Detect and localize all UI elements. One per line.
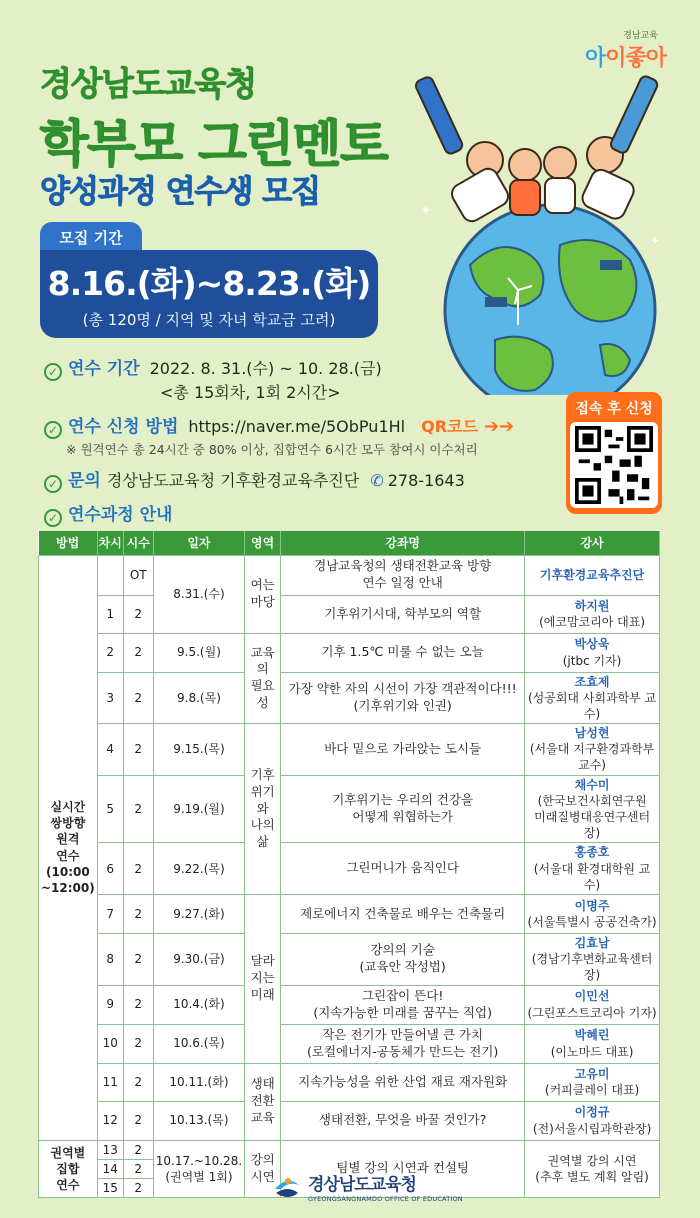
- training-period-value: 2022. 8. 31.(수) ~ 10. 28.(금): [149, 359, 382, 378]
- check-icon: ✓: [44, 363, 62, 381]
- hours-cell: 2: [123, 1178, 153, 1197]
- lecturer-affiliation: (한국보건사회연구원 미래질병대응연구센터장): [534, 793, 651, 841]
- contact-label: 문의: [68, 471, 101, 491]
- svg-text:✦: ✦: [420, 203, 432, 219]
- hours-cell: 2: [123, 843, 153, 895]
- course-table: [38, 531, 660, 1198]
- date-cell: 10.4.(화): [153, 985, 244, 1024]
- lecturer-cell: [525, 1063, 660, 1101]
- contact-value: 경상남도교육청 기후환경교육추진단: [106, 471, 360, 490]
- area-cell: 달라 지는 미래: [245, 894, 281, 1063]
- session-cell: 9: [97, 985, 123, 1024]
- course-title-cell: 작은 전기가 만들어낼 큰 가치 (로컬에너지-공동체가 만드는 전기): [281, 1024, 525, 1063]
- lecturer-name: 홍종호: [574, 845, 610, 860]
- lecturer-affiliation: (이노마드 대표): [550, 1044, 634, 1059]
- area-cell: 교육의 필요성: [245, 633, 281, 724]
- lecturer-affiliation: (서울대 지구환경과학부 교수): [529, 742, 655, 773]
- table-row: [39, 724, 660, 776]
- training-period-label: 연수 기간: [68, 359, 140, 379]
- lecturer-affiliation: (서울특별시 공공건축가): [527, 914, 657, 929]
- header-hours: 시수: [123, 531, 153, 555]
- course-title-cell: 제로에너지 건축물로 배우는 건축물리: [281, 894, 525, 933]
- lecturer-cell: [525, 985, 660, 1024]
- course-title-cell: 강의의 기술 (교육안 작성법): [281, 933, 525, 985]
- arrow-icon: ➔➔: [483, 416, 515, 437]
- session-cell: 13: [97, 1140, 123, 1159]
- hours-cell: 2: [123, 595, 153, 633]
- table-row: [39, 985, 660, 1024]
- hours-cell: 2: [123, 894, 153, 933]
- svg-text:✦: ✦: [650, 234, 661, 248]
- hours-cell: 2: [123, 775, 153, 843]
- lecturer-affiliation: (커피클레이 대표): [544, 1083, 640, 1097]
- table-row: [39, 1140, 660, 1159]
- session-cell: 1: [97, 595, 123, 633]
- lecturer-cell: [525, 724, 660, 776]
- contact-row: [44, 466, 465, 493]
- table-header-row: [39, 531, 660, 555]
- lecturer-name: 이민선: [574, 989, 610, 1004]
- date-cell: 9.30.(금): [153, 933, 244, 985]
- apply-label: 연수 신청 방법: [68, 417, 179, 437]
- lecturer-name: 하지원: [574, 598, 610, 613]
- date-cell: 9.22.(목): [153, 843, 244, 895]
- date-cell: 10.6.(목): [153, 1024, 244, 1063]
- area-cell: 강의 시연: [245, 1140, 281, 1198]
- header-area: 영역: [245, 531, 281, 555]
- lecturer-name: 남성현: [574, 726, 610, 741]
- table-row: [39, 595, 660, 633]
- qr-code-icon: [575, 426, 653, 504]
- course-title-cell: 바다 밑으로 가라앉는 도시들: [281, 724, 525, 776]
- check-icon: ✓: [44, 509, 62, 527]
- table-row: [39, 894, 660, 933]
- date-cell: 10.17.~10.28. (권역별 1회): [153, 1140, 244, 1198]
- phone-icon: ✆: [370, 471, 384, 490]
- earth-family-illustration: [400, 55, 690, 395]
- lecturer-name: 이정규: [574, 1105, 610, 1120]
- course-title-cell: 가장 약한 자의 시선이 가장 객관적이다!!! (기후위기와 인권): [281, 672, 525, 724]
- hours-cell: 2: [123, 672, 153, 724]
- date-cell: 10.13.(목): [153, 1101, 244, 1140]
- apply-row: [44, 412, 514, 439]
- method-offline: 권역별 집합 연수: [39, 1140, 98, 1198]
- lecturer-name: 채수미: [574, 777, 610, 792]
- course-title-cell: 그린머니가 움직인다: [281, 843, 525, 895]
- session-cell: 14: [97, 1159, 123, 1178]
- session-cell: 10: [97, 1024, 123, 1063]
- table-row: [39, 1101, 660, 1140]
- session-cell: 8: [97, 933, 123, 985]
- period-tab: 모집 기간: [40, 222, 142, 252]
- session-cell: 5: [97, 775, 123, 843]
- qr-box-title: 접속 후 신청: [575, 401, 653, 417]
- session-cell: 7: [97, 894, 123, 933]
- lecturer-cell: [525, 595, 660, 633]
- check-icon: ✓: [44, 421, 62, 439]
- lecturer-name: 이명주: [574, 898, 610, 913]
- hours-cell: 2: [123, 985, 153, 1024]
- title-line-3: 양성과정 연수생 모집: [40, 174, 321, 210]
- date-cell: 8.31.(수): [153, 555, 244, 633]
- training-sub: <총 15회차, 1회 2시간>: [160, 383, 341, 402]
- area-cell: 여는 마당: [245, 555, 281, 633]
- course-title-cell: 기후위기는 우리의 건강을 어떻게 위협하는가: [281, 775, 525, 843]
- check-icon: ✓: [44, 475, 62, 493]
- lecturer-cell: [525, 633, 660, 672]
- table-row: [39, 633, 660, 672]
- session-cell: 12: [97, 1101, 123, 1140]
- table-row: [39, 1024, 660, 1063]
- footer-logo: [272, 1170, 463, 1203]
- lecturer-cell: [525, 775, 660, 843]
- qr-code-image[interactable]: [570, 422, 658, 508]
- table-row: [39, 843, 660, 895]
- hours-cell: 2: [123, 1159, 153, 1178]
- date-cell: 9.5.(월): [153, 633, 244, 672]
- area-cell: 생태 전환 교육: [245, 1063, 281, 1140]
- header-lecturer: 강사: [525, 531, 660, 555]
- session-cell: 6: [97, 843, 123, 895]
- lecturer-affiliation: (jtbc 기자): [562, 653, 622, 668]
- hours-cell: 2: [123, 1101, 153, 1140]
- area-cell: 기후 위기와 나의 삶: [245, 724, 281, 895]
- hours-cell: 2: [123, 724, 153, 776]
- header-method: 방법: [39, 531, 98, 555]
- qr-box[interactable]: [566, 392, 662, 514]
- lecturer-affiliation: (서울대 환경대학원 교수): [533, 861, 651, 892]
- hours-cell: 2: [123, 1024, 153, 1063]
- education-office-logo-icon: [272, 1173, 302, 1201]
- lecturer-cell: [525, 933, 660, 985]
- table-row: [39, 1063, 660, 1101]
- course-title-cell: 경남교육청의 생태전환교육 방향 연수 일정 안내: [281, 555, 525, 595]
- date-cell: 9.15.(목): [153, 724, 244, 776]
- table-row: [39, 672, 660, 724]
- hours-cell: 2: [123, 1063, 153, 1101]
- lecturer-name: 고유미: [574, 1066, 610, 1081]
- date-cell: 9.27.(화): [153, 894, 244, 933]
- session-cell: 3: [97, 672, 123, 724]
- title-line-2: 학부모 그린멘토: [40, 115, 388, 173]
- period-sub: (총 120명 / 지역 및 자녀 학교급 고려): [82, 311, 336, 329]
- table-row: [39, 933, 660, 985]
- method-online: 실시간 쌍방향 원격 연수 (10:00 ~12:00): [39, 555, 98, 1140]
- hours-cell: 2: [123, 933, 153, 985]
- lecturer-name: 기후환경교육추진단: [539, 567, 645, 582]
- lecturer-affiliation: (에코맘코리아 대표): [539, 615, 646, 629]
- lecturer-cell: [525, 555, 660, 595]
- table-row: [39, 775, 660, 843]
- session-cell: 2: [97, 633, 123, 672]
- hours-cell: 2: [123, 633, 153, 672]
- hours-cell: OT: [123, 555, 153, 595]
- course-title-cell: 생태전환, 무엇을 바꿀 것인가?: [281, 1101, 525, 1140]
- aijoa-logo-small: 경남교육: [623, 31, 658, 41]
- lecturer-name: 조효제: [574, 674, 610, 689]
- lecturer-affiliation: (전)서울시립과학관장): [532, 1121, 652, 1136]
- course-guide-row: [44, 500, 182, 527]
- header-session: 차시: [97, 531, 123, 555]
- aijoa-logo-a: 아: [585, 46, 606, 71]
- lecturer-name: 박상욱: [574, 637, 610, 652]
- course-guide-label: 연수과정 안내: [68, 505, 173, 525]
- footer-en: GYEONGSANGNAMDO OFFICE OF EDUCATION: [308, 1195, 463, 1203]
- table-row: [39, 555, 660, 595]
- course-title-cell: 기후위기시대, 학부모의 역할: [281, 595, 525, 633]
- lecturer-cell: [525, 843, 660, 895]
- hours-cell: 2: [123, 1140, 153, 1159]
- date-cell: 9.19.(월): [153, 775, 244, 843]
- date-cell: 9.8.(목): [153, 672, 244, 724]
- aijoa-logo-rest: 이좋아: [605, 46, 667, 71]
- title-line-1: 경상남도교육청: [40, 64, 257, 103]
- training-period-row: [44, 354, 382, 381]
- header-title: 강좌명: [281, 531, 525, 555]
- lecturer-cell: [525, 894, 660, 933]
- lecturer-cell: [525, 1024, 660, 1063]
- completion-note: ※ 원격연수 총 24시간 중 80% 이상, 집합연수 6시간 모두 참여시 이수처리: [66, 442, 478, 457]
- session-cell: 4: [97, 724, 123, 776]
- session-cell: 11: [97, 1063, 123, 1101]
- lecturer-cell: [525, 1101, 660, 1140]
- lecturer-name: 김효남: [574, 935, 610, 950]
- apply-url[interactable]: https://naver.me/5ObPu1Hl: [188, 417, 406, 436]
- lecturer-name: 박혜린: [574, 1028, 610, 1043]
- lecturer-affiliation: (경남기후변화교육센터장): [531, 952, 653, 983]
- date-cell: 10.11.(화): [153, 1063, 244, 1101]
- lecturer-affiliation: (성공회대 사회과학부 교수): [527, 690, 657, 721]
- course-title-cell: 그린잡이 뜬다! (지속가능한 미래를 꿈꾸는 직업): [281, 985, 525, 1024]
- period-dates: 8.16.(화)~8.23.(화): [47, 264, 371, 303]
- course-title-cell: 팀별 강의 시연과 컨설팅: [281, 1140, 525, 1198]
- header-date: 일자: [153, 531, 244, 555]
- footer-kr: 경상남도교육청: [308, 1175, 416, 1195]
- session-cell: [97, 555, 123, 595]
- lecturer-affiliation: (그린포스트코리아 기자): [527, 1005, 657, 1020]
- qr-label: QR코드: [421, 417, 478, 436]
- period-box: [40, 250, 378, 338]
- phone-number: 278-1643: [387, 471, 465, 490]
- lecturer-cell: 권역별 강의 시연 (추후 별도 계획 알림): [525, 1140, 660, 1198]
- course-title-cell: 기후 1.5℃ 미룰 수 없는 오늘: [281, 633, 525, 672]
- course-title-cell: 지속가능성을 위한 산업 재료 재자원화: [281, 1063, 525, 1101]
- session-cell: 15: [97, 1178, 123, 1197]
- lecturer-cell: [525, 672, 660, 724]
